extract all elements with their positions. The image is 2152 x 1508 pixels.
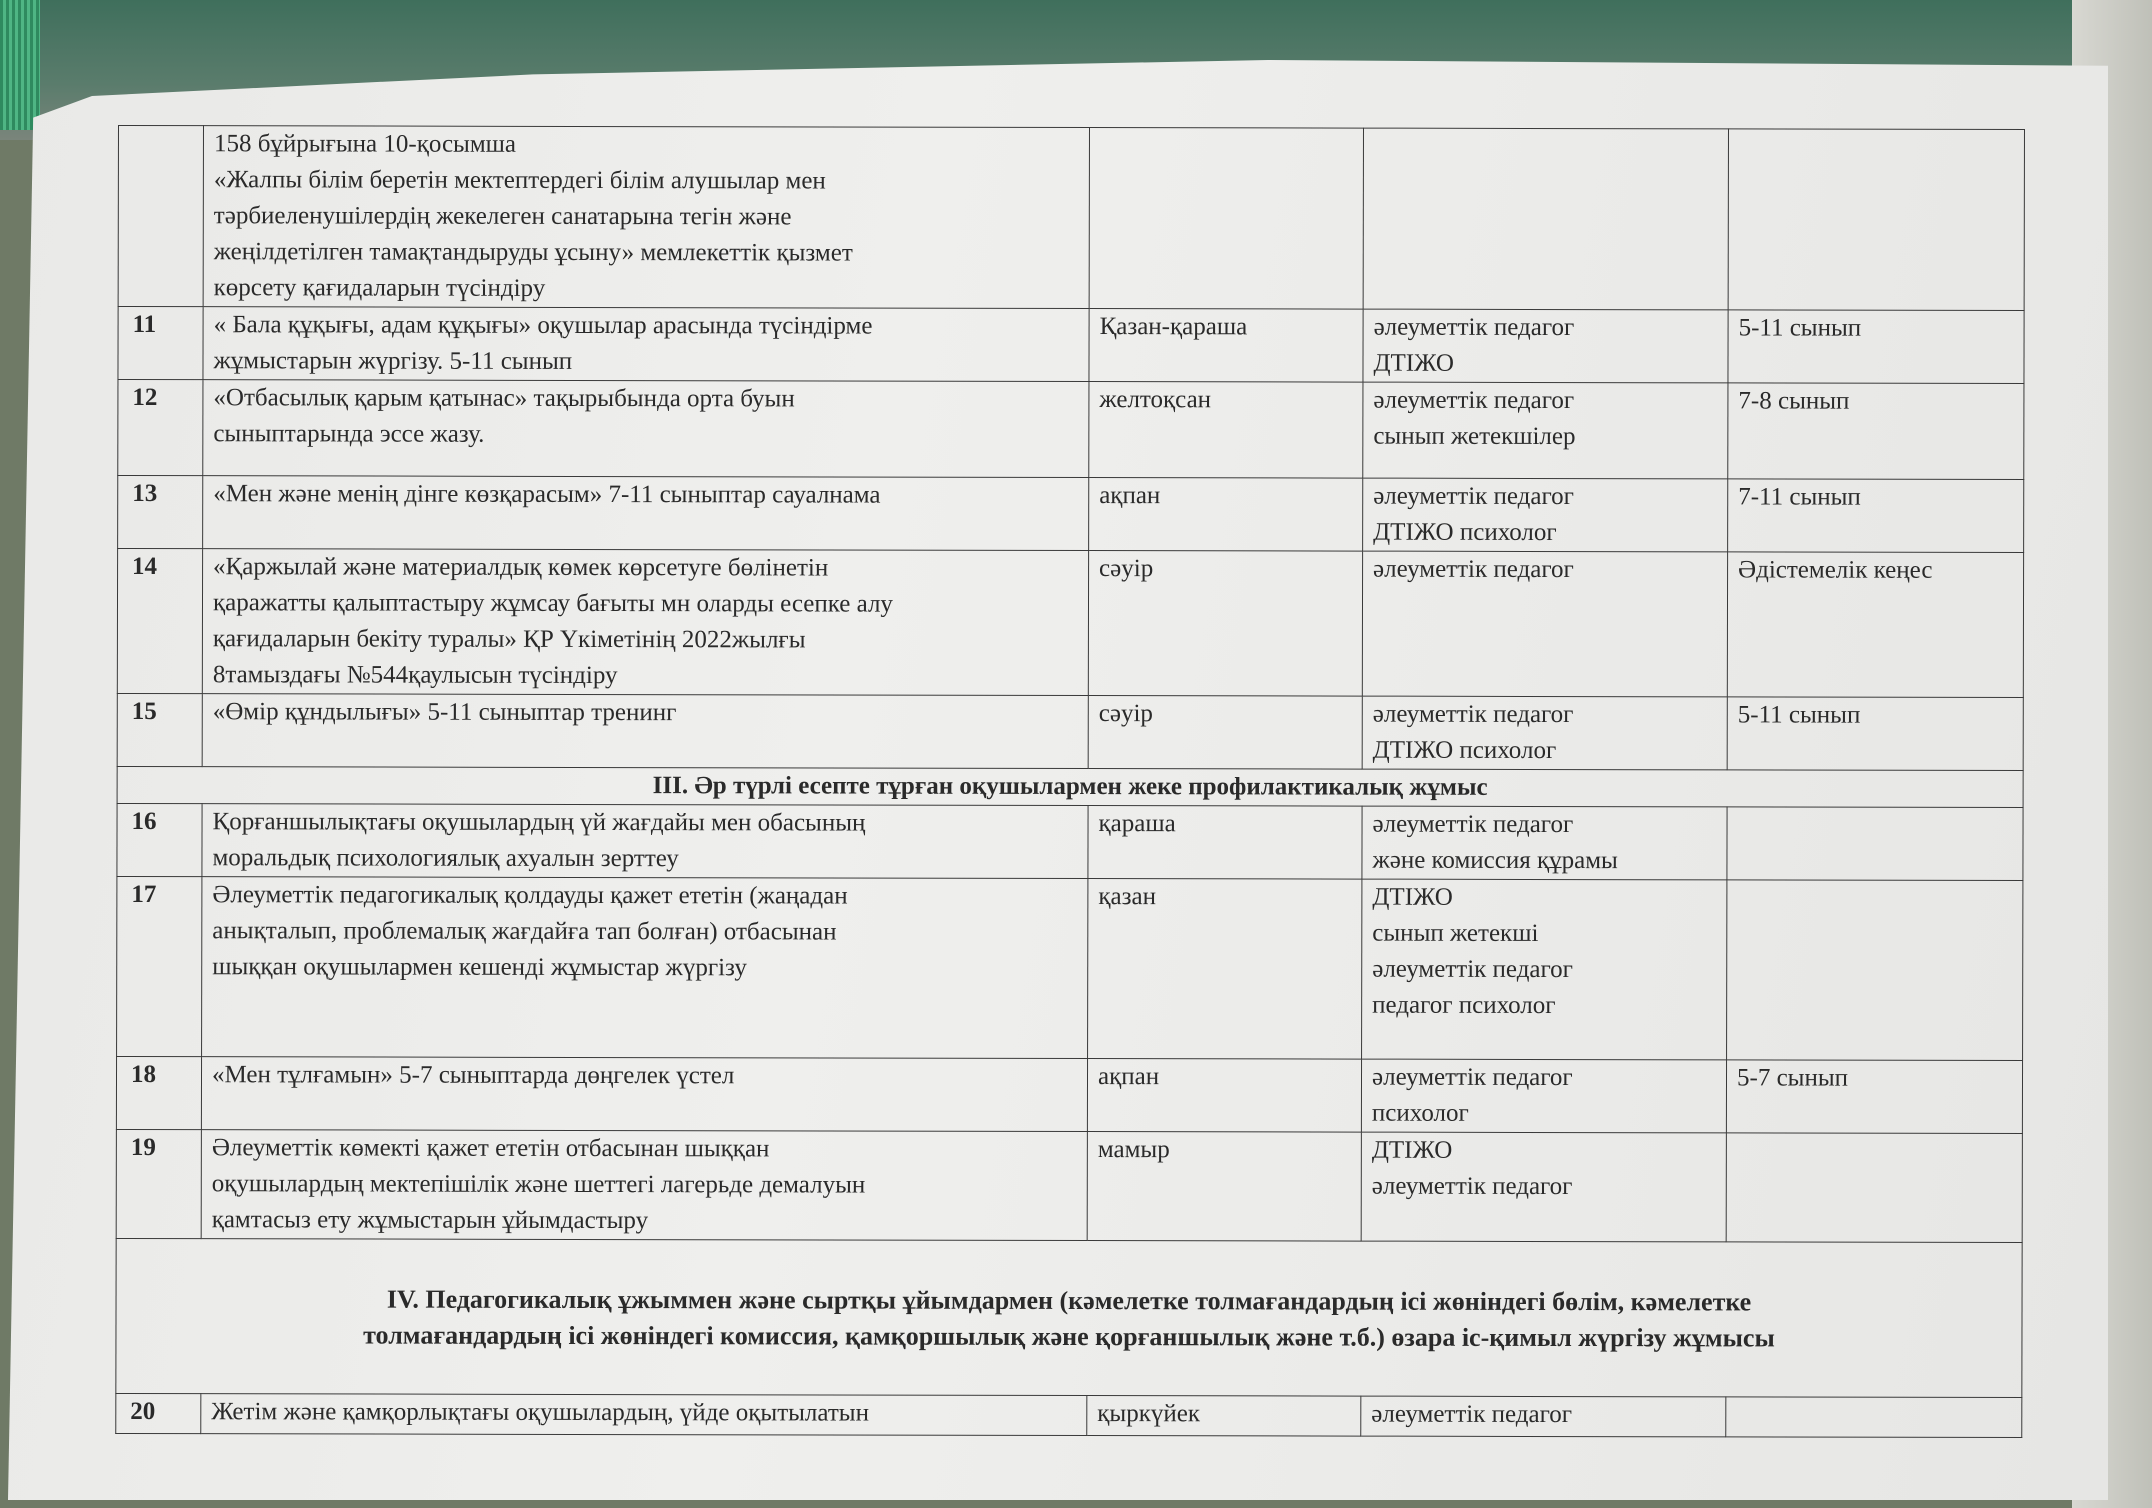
- responsible-cell-line: әлеуметтік педагог: [1372, 700, 1574, 729]
- section-4-title-line: IV. Педагогикалық ұжыммен және сыртқы ұйымдармен (кәмелетке толмағандардың ісі жөніндегі бөлім, кәмелетке: [386, 1284, 1752, 1317]
- table-row: [117, 549, 2023, 698]
- time-cell: қазан: [1088, 879, 1362, 1060]
- time-cell: қыркүйек: [1087, 1396, 1361, 1437]
- form-cell: [1727, 807, 2023, 881]
- responsible-cell-line: сынып жетекші: [1372, 919, 1539, 947]
- event-cell: [202, 549, 1088, 696]
- time-cell: қараша: [1088, 806, 1362, 880]
- responsible-cell-line: ДТІЖО психолог: [1372, 736, 1557, 765]
- section-4-title-line: толмағандардың ісі жөніндегі комиссия, қамқоршылық және қорғаншылық және т.б.) өзара іс-қимыл жүргізу жұмысы: [363, 1320, 1775, 1353]
- form-cell: 7-8 сынып: [1728, 383, 2024, 480]
- table-row: [116, 1393, 2022, 1437]
- responsible-cell-line: әлеуметтік педагог: [1373, 482, 1574, 511]
- section-4-row: [116, 1238, 2022, 1397]
- section-3-title: ІІІ. Әр түрлі есепте тұрған оқушылармен жеке профилактикалық жұмыс: [117, 766, 2023, 807]
- time-cell: ақпан: [1089, 478, 1363, 552]
- table-row: [118, 126, 2024, 311]
- plan-table: [115, 125, 2025, 1438]
- table-row: [118, 476, 2024, 553]
- event-cell: [201, 1057, 1087, 1132]
- table-row: [117, 693, 2023, 770]
- time-cell: мамыр: [1087, 1132, 1361, 1242]
- responsible-cell: [1361, 1132, 1726, 1242]
- form-cell: 5-11 сынып: [1728, 310, 2024, 384]
- responsible-cell-line: педагог психолог: [1372, 991, 1556, 1020]
- event-cell: Жетім және қамқорлықтағы оқушылардың, үйде оқытылатын: [201, 1394, 1087, 1436]
- responsible-cell-line: әлеуметтік педагог: [1373, 386, 1575, 415]
- time-cell: Қазан-қараша: [1089, 309, 1363, 383]
- table-row: [116, 1056, 2022, 1133]
- time-cell: сәуір: [1088, 696, 1362, 770]
- responsible-cell-line: әлеуметтік педагог: [1372, 810, 1574, 839]
- event-cell-line: қағидаларын бекіту туралы» ҚР Үкіметінің 2022жылғы: [212, 625, 806, 654]
- event-cell-line: жеңілдетілген тамақтандыруды ұсыну» мемлекеттік қызмет: [213, 238, 853, 267]
- event-cell-line: анықталып, проблемалық жағдайға тап болған) отбасынан: [212, 917, 837, 946]
- event-cell: [202, 804, 1088, 879]
- responsible-cell: әлеуметтік педагог: [1361, 1396, 1726, 1437]
- event-cell: [201, 1130, 1087, 1241]
- responsible-cell: [1363, 309, 1728, 383]
- event-cell-line: моральдық психологиялық ахуалын зерттеу: [212, 844, 679, 873]
- event-cell-line: сыныптарында эссе жазу.: [213, 420, 485, 448]
- row-number: 11: [118, 307, 203, 380]
- document-page: [115, 125, 2024, 1438]
- event-cell: [203, 126, 1089, 309]
- responsible-cell-line: әлеуметтік педагог: [1371, 1172, 1573, 1201]
- time-cell: [1089, 128, 1363, 310]
- table-row: [117, 876, 2023, 1060]
- event-cell-line: 158 бұйрығына 10-қосымша: [213, 130, 517, 158]
- event-cell: [203, 380, 1089, 478]
- responsible-cell-line: әлеуметтік педагог: [1373, 313, 1575, 342]
- event-cell-line: көрсету қағидаларын түсіндіру: [213, 274, 546, 302]
- event-cell: [202, 877, 1088, 1059]
- responsible-cell-line: сынып жетекшілер: [1373, 422, 1576, 451]
- event-cell-line: қамтасыз ету жұмыстарын ұйымдастыру: [211, 1206, 649, 1235]
- event-cell-line: «Жалпы білім беретін мектептердегі білім алушылар мен: [213, 166, 826, 195]
- responsible-cell: [1362, 806, 1727, 880]
- event-cell-line: оқушылардың мектепішілік және шеттегі лагерьде демалуын: [211, 1170, 866, 1199]
- row-number: 13: [118, 476, 203, 549]
- section-4-title: [116, 1238, 2022, 1397]
- row-number: 15: [117, 693, 202, 766]
- event-cell-line: Қорғаншылықтағы оқушылардың үй жағдайы мен обасының: [212, 808, 866, 837]
- event-cell-line: «Мен және менің дінге көзқарасым» 7-11 сыныптар сауалнама: [213, 480, 881, 509]
- event-cell-line: «Мен тұлғамын» 5-7 сыныптарда дөңгелек үстел: [211, 1061, 735, 1090]
- responsible-cell: [1361, 1059, 1726, 1133]
- time-cell: желтоқсан: [1089, 382, 1363, 479]
- binder-edge: [0, 0, 40, 130]
- table-row: [118, 307, 2024, 384]
- form-cell: 7-11 сынып: [1728, 479, 2024, 553]
- responsible-cell: [1362, 696, 1727, 770]
- event-cell-line: «Қаржылай және материалдық көмек көрсетуге бөлінетін: [213, 553, 829, 582]
- form-cell: [1727, 880, 2023, 1061]
- responsible-cell-line: ДТІЖО: [1373, 349, 1455, 377]
- row-number: 19: [116, 1129, 201, 1238]
- row-number: 18: [116, 1056, 201, 1129]
- responsible-cell: [1362, 879, 1727, 1060]
- table-row: [116, 1129, 2022, 1242]
- responsible-cell-line: және комиссия құрамы: [1372, 846, 1618, 875]
- event-cell-line: тәрбиеленушілердің жекелеген санатарына тегін және: [213, 202, 792, 231]
- row-number: 16: [117, 803, 202, 876]
- event-cell-line: «Отбасылық қарым қатынас» тақырыбында орта буын: [213, 384, 795, 413]
- responsible-cell-line: ДТІЖО: [1372, 883, 1453, 911]
- responsible-cell: [1363, 128, 1728, 310]
- event-cell-line: шыққан оқушылармен кешенді жұмыстар жүргізу: [212, 953, 747, 982]
- form-cell: Әдістемелік кеңес: [1727, 552, 2023, 698]
- section-3-row: [117, 766, 2023, 807]
- event-cell-line: Әлеуметтік көмекті қажет ететін отбасынан шыққан: [211, 1134, 770, 1163]
- responsible-cell: [1362, 551, 1727, 697]
- row-number: 17: [117, 876, 202, 1056]
- responsible-cell-line: психолог: [1371, 1099, 1469, 1127]
- form-cell: [1726, 1397, 2022, 1438]
- event-cell-line: жұмыстарын жүргізу. 5-11 сынып: [213, 347, 573, 375]
- event-cell-line: Әлеуметтік педагогикалық қолдауды қажет ететін (жаңадан: [212, 881, 848, 910]
- table-row: [118, 380, 2024, 480]
- event-cell: [203, 307, 1089, 382]
- event-cell: [202, 694, 1088, 769]
- event-cell-line: 8тамыздағы №544қаулысын түсіндіру: [212, 661, 618, 690]
- responsible-cell-line: ДТІЖО: [1371, 1136, 1453, 1164]
- event-cell-line: «Өмір құндылығы» 5-11 сыныптар тренинг: [212, 698, 677, 727]
- form-cell: 5-11 сынып: [1727, 697, 2023, 771]
- time-cell: сәуір: [1088, 551, 1362, 697]
- table-row: [117, 803, 2023, 880]
- form-cell: 5-7 сынып: [1726, 1060, 2022, 1134]
- responsible-cell-line: әлеуметтік педагог: [1371, 1063, 1573, 1092]
- event-cell-line: « Бала құқығы, адам құқығы» оқушылар арасында түсіндірме: [213, 311, 873, 340]
- row-number: 20: [116, 1393, 201, 1433]
- responsible-cell-line: әлеуметтік педагог: [1372, 955, 1573, 984]
- responsible-cell-line: әлеуметтік педагог: [1373, 555, 1574, 584]
- responsible-cell: [1363, 382, 1728, 479]
- event-cell: [203, 476, 1089, 551]
- form-cell: [1726, 1133, 2022, 1243]
- time-cell: ақпан: [1087, 1059, 1361, 1133]
- form-cell: [1728, 129, 2024, 311]
- row-number: [118, 126, 203, 307]
- responsible-cell-line: ДТІЖО психолог: [1373, 518, 1557, 547]
- event-cell-line: қаражатты қалыптастыру жұмсау бағыты мн оларды есепке алу: [212, 589, 893, 618]
- row-number: 12: [118, 380, 203, 476]
- responsible-cell: [1363, 478, 1728, 552]
- row-number: 14: [117, 549, 202, 694]
